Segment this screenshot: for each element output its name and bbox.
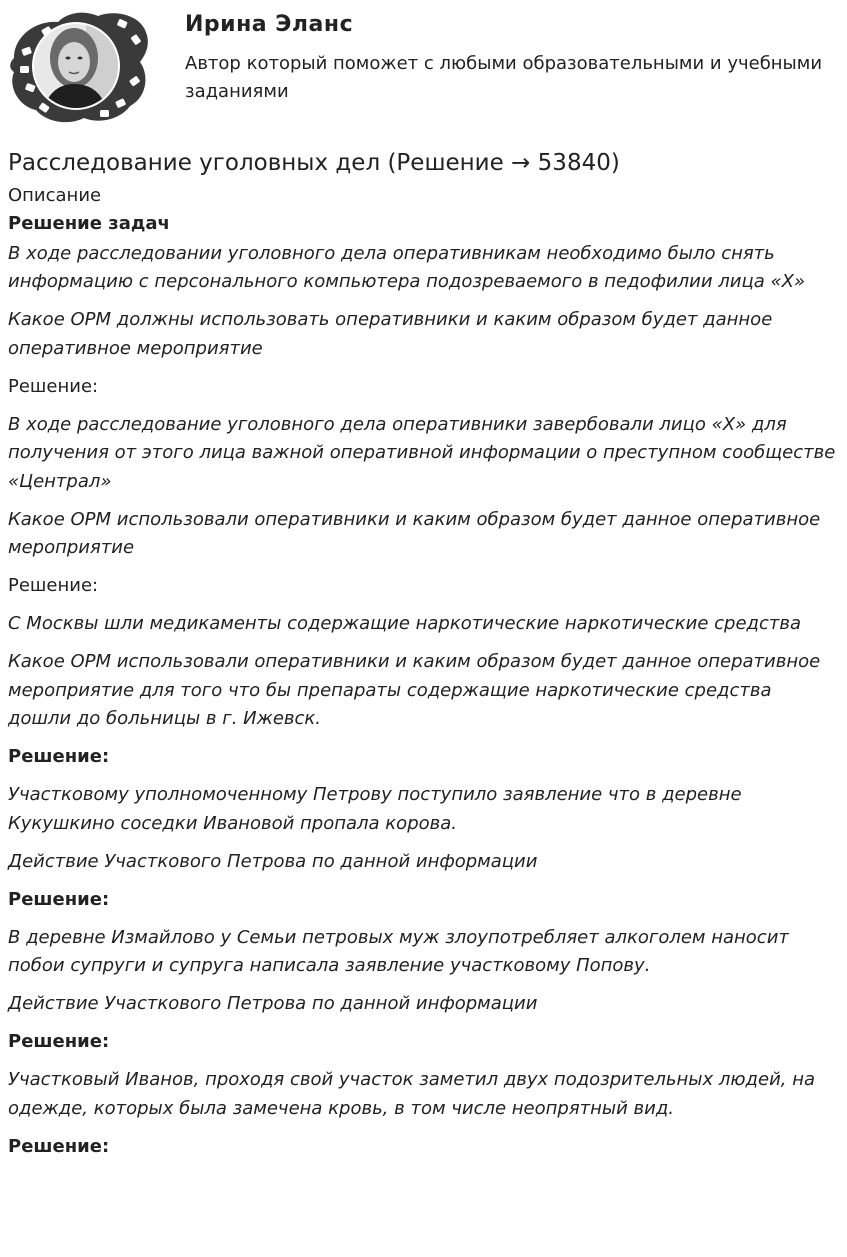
author-avatar — [6, 6, 152, 126]
solution-label: Решение: — [8, 746, 110, 767]
task-paragraph: С Москвы шли медикаменты содержащие наркотические наркотические средства — [8, 613, 802, 634]
task-paragraph: В деревне Измайлово у Семьи петровых муж злоупотребляет алкоголем наносит побои супруги и супруга написала заявление участковому Попову. — [8, 926, 789, 976]
solution-label: Решение: — [8, 375, 99, 397]
author-description: Автор который поможет с любыми образовательными и учебными заданиями — [185, 53, 823, 102]
task-paragraph: В ходе расследование уголовного дела оперативники завербовали лицо «Х» для получения от этого лица важной оперативной информации о преступном сообществе «Централ» — [8, 413, 836, 492]
solution-label: Решение: — [8, 575, 99, 596]
task-paragraph: Участковый Иванов, проходя свой участок заметил двух подозрительных людей, на одежде, которых была замечена кровь, в том числе неопрятный вид. — [8, 1069, 816, 1119]
task-paragraph: Какое ОРМ должны использовать оперативники и каким образом будет данное оперативное мероприятие — [8, 309, 773, 359]
task-paragraph: В ходе расследовании уголовного дела оперативникам необходимо было снять информацию с персонального компьютера подозреваемого в педофилии лица «Х» — [8, 242, 806, 292]
task-paragraph: Действие Участкового Петрова по данной информации — [8, 850, 538, 872]
section-heading: Решение задач — [8, 213, 170, 234]
film-frame-avatar-icon — [6, 6, 152, 126]
main-content — [8, 146, 838, 1171]
solution-label: Решение: — [8, 1135, 110, 1157]
page-title: Расследование уголовных дел (Решение → 53840) — [8, 150, 620, 176]
task-paragraph: Действие Участкового Петрова по данной информации — [8, 993, 538, 1014]
author-name: Ирина Эланс — [185, 12, 354, 37]
solution-label: Решение: — [8, 888, 110, 910]
description-label: Описание — [8, 185, 102, 206]
solution-label: Решение: — [8, 1031, 110, 1052]
task-paragraph: Какое ОРМ использовали оперативники и каким образом будет данное оперативное мероприятие для того что бы препараты содержащие наркотические средства дошли до больницы в г. Ижевск. — [8, 651, 821, 729]
author-header — [0, 0, 847, 130]
task-paragraph: Участковому уполномоченному Петрову поступило заявление что в деревне Кукушкино соседки Ивановой пропала корова. — [8, 784, 742, 834]
task-paragraph: Какое ОРМ использовали оперативники и каким образом будет данное оперативное мероприятие — [8, 508, 821, 558]
paragraph-list — [8, 240, 838, 1162]
